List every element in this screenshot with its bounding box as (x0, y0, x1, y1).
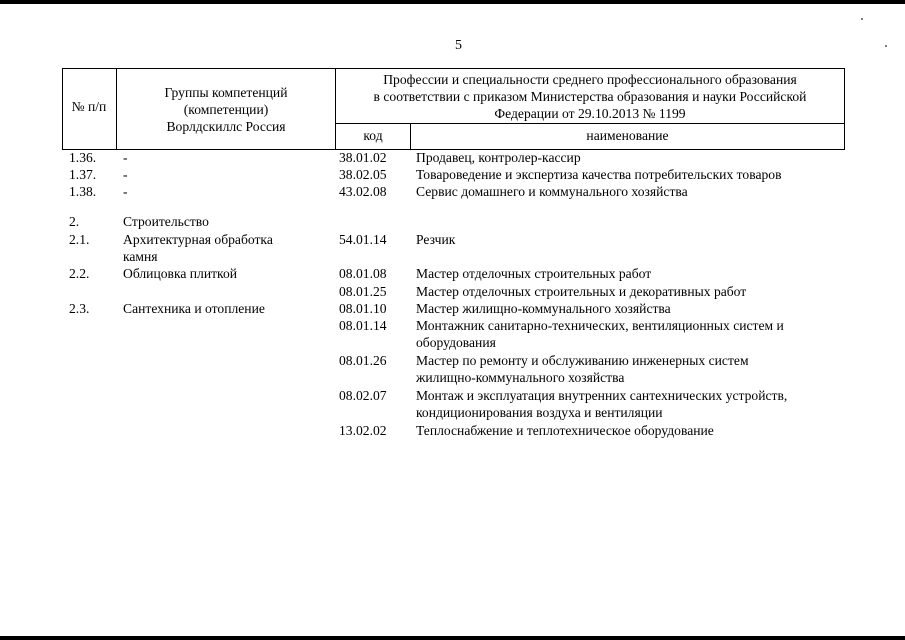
row-code: 43.02.08 (339, 184, 387, 199)
row-group: Облицовка плиткой (123, 266, 238, 281)
row-name: Мастер жилищно-коммунального хозяйства (416, 301, 671, 316)
row-num: 2.2. (69, 266, 90, 281)
header-group-line: Группы компетенций (164, 85, 288, 100)
header-professions-line: в соответствии с приказом Министерства образования и науки Российской (373, 89, 807, 104)
header-code: код (363, 128, 383, 143)
header-num: № п/п (71, 99, 107, 114)
row-name: Монтажник санитарно-технических, вентиляционных систем и (416, 318, 784, 333)
row-name: Мастер отделочных строительных работ (416, 266, 652, 281)
row-code: 38.01.02 (339, 150, 387, 165)
row-code: 13.02.02 (339, 423, 387, 438)
row-group: Сантехника и отопление (123, 301, 265, 316)
row-name: оборудования (416, 335, 496, 350)
row-name: Сервис домашнего и коммунального хозяйства (416, 184, 688, 199)
row-group: - (123, 167, 128, 182)
row-group: камня (123, 249, 158, 264)
row-num: 1.38. (69, 184, 97, 199)
row-group: - (123, 150, 128, 165)
row-num: 2. (69, 214, 80, 229)
row-name: Резчик (416, 232, 456, 247)
row-code: 08.01.26 (339, 353, 387, 368)
row-num: 1.36. (69, 150, 97, 165)
header-professions-line: Профессии и специальности среднего профессионального образования (383, 72, 797, 87)
row-code: 08.01.14 (339, 318, 387, 333)
row-code: 08.01.25 (339, 284, 387, 299)
row-name: жилищно-коммунального хозяйства (416, 370, 625, 385)
row-name: Товароведение и экспертиза качества потребительских товаров (416, 167, 782, 182)
row-num: 1.37. (69, 167, 97, 182)
row-code: 08.01.10 (339, 301, 387, 316)
header-group-line: Ворлдскиллс Россия (166, 119, 286, 134)
row-name: Продавец, контролер-кассир (416, 150, 581, 165)
row-name: кондиционирования воздуха и вентиляции (416, 405, 663, 420)
row-name: Мастер по ремонту и обслуживанию инженерных систем (416, 353, 749, 368)
header-group-line: (компетенции) (183, 102, 269, 117)
header-professions-line: Федерации от 29.10.2013 № 1199 (494, 106, 686, 121)
row-code: 54.01.14 (339, 232, 387, 247)
row-code: 38.02.05 (339, 167, 387, 182)
row-code: 08.01.08 (339, 266, 387, 281)
row-group: Архитектурная обработка (123, 232, 273, 247)
row-name: Теплоснабжение и теплотехническое оборудование (416, 423, 714, 438)
row-num: 2.1. (69, 232, 90, 247)
page-number: 5 (455, 38, 462, 53)
row-group: Строительство (123, 214, 209, 229)
row-name: Монтаж и эксплуатация внутренних сантехнических устройств, (416, 388, 788, 403)
header-name: наименование (586, 128, 669, 143)
row-num: 2.3. (69, 301, 90, 316)
row-name: Мастер отделочных строительных и декоративных работ (416, 284, 747, 299)
row-code: 08.02.07 (339, 388, 387, 403)
row-group: - (123, 184, 128, 199)
